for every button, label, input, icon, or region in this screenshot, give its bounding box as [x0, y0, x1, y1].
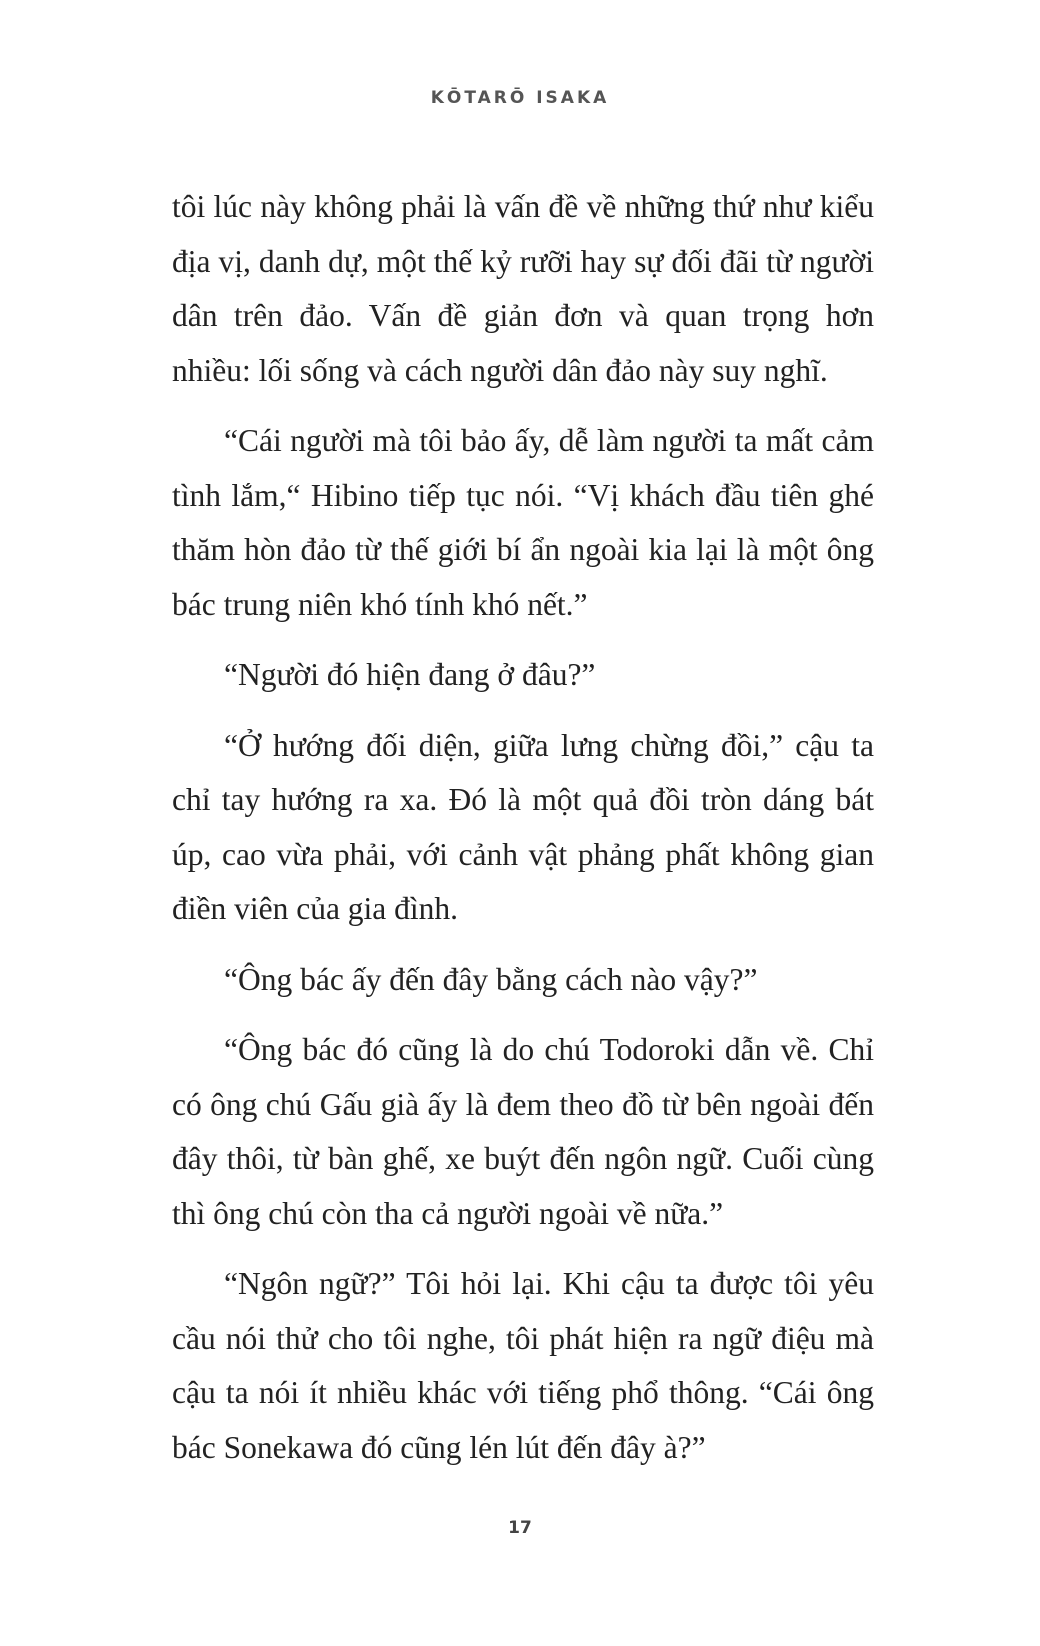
paragraph: “Người đó hiện đang ở đâu?” — [224, 657, 596, 692]
page-number: 17 — [508, 1518, 532, 1538]
running-head-author: KŌTARŌ ISAKA — [430, 88, 610, 108]
paragraph: “Ông bác ấy đến đây bằng cách nào vậy?” — [224, 961, 758, 997]
body-text — [172, 180, 874, 1491]
paragraph: “Cái người mà tôi bảo ấy, dễ làm người ta mất cảm tình lắm,“ Hibino tiếp tục nói. “Vị khách đầu tiên ghé thăm hòn đảo từ thế giới bí ẩn ngoài kia lại là một ông bác trung niên khó tính khó nết.” — [172, 423, 874, 622]
paragraph: “Ở hướng đối diện, giữa lưng chừng đồi,” cậu ta chỉ tay hướng ra xa. Đó là một quả đồi tròn dáng bát úp, cao vừa phải, với cảnh vật phảng phất không gian điền viên của gia đình. — [172, 727, 874, 926]
paragraph: “Ông bác đó cũng là do chú Todoroki dẫn về. Chỉ có ông chú Gấu già ấy là đem theo đồ từ bên ngoài đến đây thôi, từ bàn ghế, xe buýt đến ngôn ngữ. Cuối cùng thì ông chú còn tha cả người ngoài về nữa.” — [172, 1032, 874, 1231]
paragraph: tôi lúc này không phải là vấn đề về những thứ như kiểu địa vị, danh dự, một thế kỷ rưỡi hay sự đối đãi từ người dân trên đảo. Vấn đề giản đơn và quan trọng hơn nhiều: lối sống và cách người dân đảo này suy nghĩ. — [172, 189, 874, 388]
paragraph: “Ngôn ngữ?” Tôi hỏi lại. Khi cậu ta được tôi yêu cầu nói thử cho tôi nghe, tôi phát hiện ra ngữ điệu mà cậu ta nói ít nhiều khác với tiếng phổ thông. “Cái ông bác Sonekawa đó cũng lén lút đến đây à?” — [172, 1266, 874, 1465]
